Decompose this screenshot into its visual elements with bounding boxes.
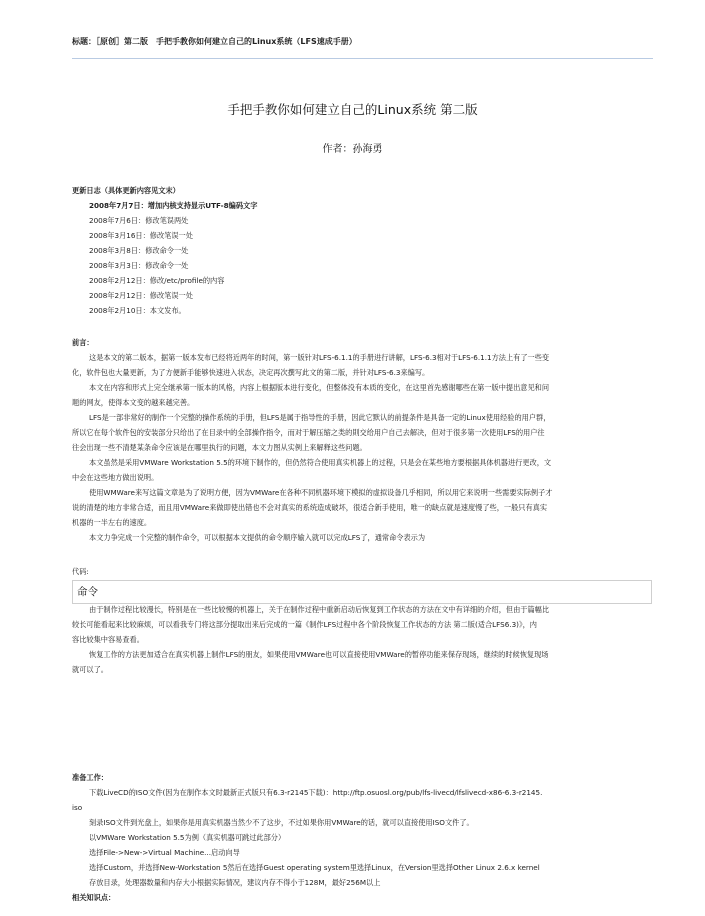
changelog-entry: 2008年2月10日：本文发布。 — [89, 306, 186, 315]
prep-line: 存放目录，处理器数量和内存大小根据实际情况，建议内存不得小于128M，最好256M以上 — [89, 878, 381, 887]
preface-line: 往会出现一些不清楚某条命令应该是在哪里执行的问题，本文力图从实例上来解释这些问题。 — [72, 443, 367, 452]
preface-line: 本文虽然是采用VMWare Workstation 5.5的环境下制作的，但仍然符合使用真实机器上的过程，只是会在某些地方要根据具体机器进行更改，文 — [89, 458, 552, 467]
changelog-entry: 2008年3月3日：修改命令一处 — [89, 261, 189, 270]
prep-line: 选择File->New->Virtual Machine...启动向导 — [89, 848, 240, 857]
recovery-line: 就可以了。 — [72, 665, 108, 674]
preface-line: 本文在内容和形式上完全继承第一版本的风格，内容上根据版本进行变化，但整体没有本质的变化，在这里首先感谢哪些在第一版中提出意见和问 — [89, 383, 550, 392]
changelog-entry: 2008年2月12日：修改笔误一处 — [89, 291, 193, 300]
code-label: 代码: — [72, 567, 89, 576]
recovery-line: 恢复工作的方法更加适合在真实机器上制作LFS的朋友，如果使用VMWare也可以直接使用VMWare的暂停功能来保存现场，继续的时候恢复现场 — [89, 650, 549, 659]
preface-line: 这是本文的第二版本，据第一版本发布已经将近两年的时间，第一版针对LFS-6.1.1的手册进行讲解，LFS-6.3相对于LFS-6.1.1方法上有了一些变 — [89, 353, 550, 362]
related-heading: 相关知识点： — [72, 893, 116, 902]
changelog-entry: 2008年2月12日：修改/etc/profile的内容 — [89, 276, 225, 285]
prep-heading: 准备工作： — [72, 773, 108, 782]
preface-line: 中会在这些地方做出说明。 — [72, 473, 159, 482]
author-line: 作者：孙海勇 — [322, 144, 383, 155]
changelog-entry: 2008年3月16日：修改笔误一处 — [89, 231, 193, 240]
recovery-line: 容比较集中容易查看。 — [72, 635, 144, 644]
changelog-section — [72, 183, 657, 318]
recovery-line: 较长可能看起来比较麻烦，可以看我专门将这部分提取出来后完成的一篇《制作LFS过程中各个阶段恢复工作状态的方法 第二版(适合LFS6.3)》，内 — [72, 620, 537, 629]
preface-line: LFS是一部非常好的制作一个完整的操作系统的手册，但LFS是属于指导性的手册，因此它默认的前提条件是具备一定的Linux使用经验的用户群， — [89, 413, 551, 422]
prep-line: 以VMWare Workstation 5.5为例（真实机器可跳过此部分） — [89, 833, 286, 842]
preface-line: 使用WMWare来写这篇文章是为了说明方便，因为VMWare在各种不同机器环境下模拟的虚拟设备几乎相同，所以用它来说明一些需要实际例子才 — [89, 488, 553, 497]
post-title-bar: 标题：［原创］第二版 手把手教你如何建立自己的Linux系统（LFS速成手册） — [72, 37, 357, 46]
code-content: 命令 — [77, 586, 98, 598]
preface-section — [72, 335, 657, 545]
prep-line: 选择Custom，并选择New-Workstation 5然后在选择Guest operating system里选择Linux，在Version里选择Other Linux 2.6.x kernel — [89, 863, 540, 872]
preface-heading: 前言： — [72, 338, 94, 347]
header-divider — [72, 58, 653, 59]
preface-line: 化，软件包也大量更新，为了方便新手能够快速进入状态，决定再次撰写此文的第二版，并针对LFS-6.3来编写。 — [72, 368, 430, 377]
changelog-entry: 2008年7月7日：增加内核支持显示UTF-8编码文字 — [89, 201, 258, 210]
prep-line: iso — [72, 803, 83, 812]
changelog-entry: 2008年3月8日：修改命令一处 — [89, 246, 189, 255]
preface-line: 说的清楚的地方非常合适，而且用VMWare来做即使出错也不会对真实的系统造成破坏，很适合新手使用，唯一的缺点就是速度慢了些，一般只有真实 — [72, 503, 548, 512]
code-box[interactable] — [72, 580, 652, 604]
recovery-line: 由于制作过程比较漫长，特别是在一些比较慢的机器上，关于在制作过程中重新启动后恢复到工作状态的方法在文中有详细的介绍，但由于篇幅比 — [89, 605, 550, 614]
recovery-section — [72, 602, 657, 677]
prep-section — [72, 770, 657, 905]
preface-line: 本文力争完成一个完整的制作命令，可以根据本文提供的命令顺序输入就可以完成LFS了，通常命令表示为 — [89, 533, 426, 542]
prep-line: 下载LiveCD的ISO文件(因为在制作本文时最新正式版只有6.3-r2145下载)：http://ftp.osuosl.org/pub/lfs-livecd/lfslivecd-x86-6.3-r2145. — [89, 788, 543, 797]
prep-line: 刻录ISO文件到光盘上，如果你是用真实机器当然少不了这步，不过如果你用VMWare的话，就可以直接使用ISO文件了。 — [89, 818, 474, 827]
preface-line: 机器的一半左右的速度。 — [72, 518, 152, 527]
document-title: 手把手教你如何建立自己的Linux系统 第二版 — [227, 102, 478, 117]
preface-line: 所以它在每个软件包的安装部分只给出了在目录中的全部操作指令，而对于解压缩之类的則交给用户自己去解决，但对于很多第一次使用LFS的用户往 — [72, 428, 545, 437]
preface-line: 题的网友，使得本文变的越来越完善。 — [72, 398, 195, 407]
changelog-entry: 2008年7月6日：修改笔误两处 — [89, 216, 189, 225]
changelog-heading: 更新日志（具体更新内容见文末） — [72, 186, 180, 195]
